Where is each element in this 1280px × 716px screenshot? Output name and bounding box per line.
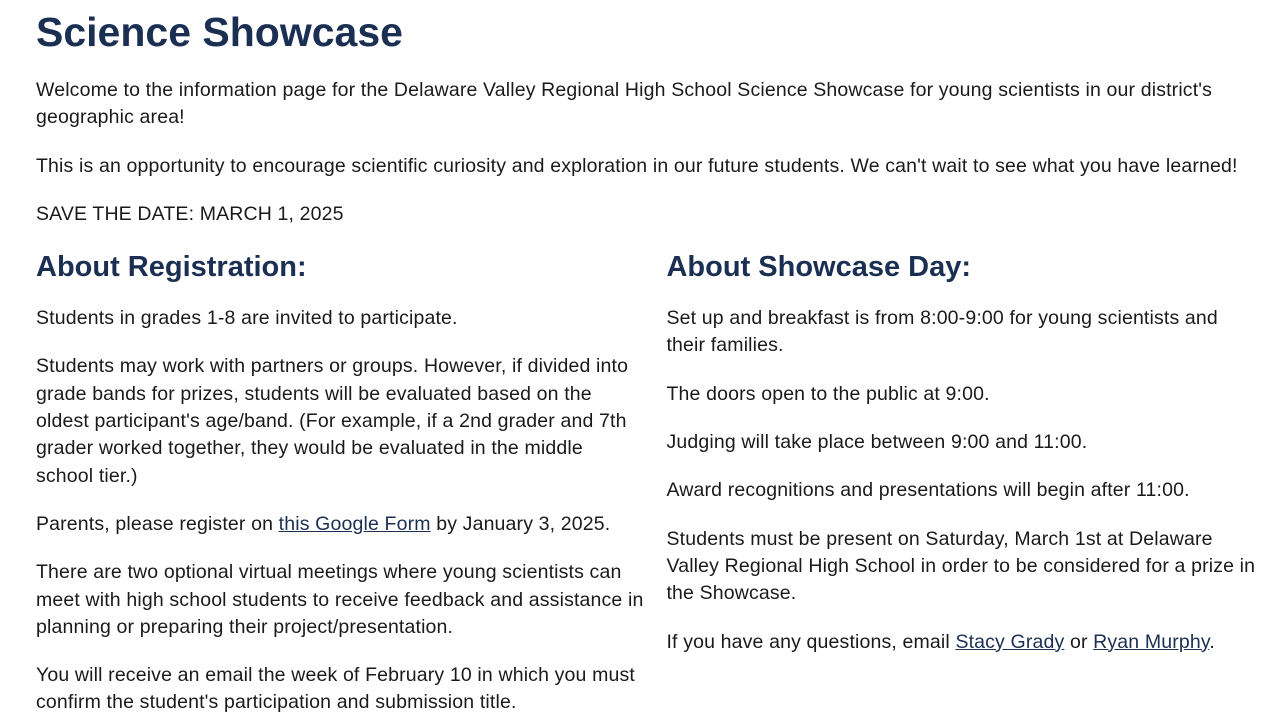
questions-suffix: .: [1209, 630, 1215, 653]
register-prefix: Parents, please register on: [36, 512, 279, 535]
info-columns: [36, 250, 1256, 716]
register-text: [36, 511, 645, 538]
opportunity-text: This is an opportunity to encourage scientific curiosity and exploration in our future students. We can't wait to see what you have learned!: [36, 154, 1238, 177]
registration-column: [36, 250, 645, 716]
confirmation-email-text: You will receive an email the week of February 10 in which you must confirm the student's participation and submission title.: [36, 664, 635, 714]
contact-ryan-murphy-link[interactable]: Ryan Murphy: [1093, 630, 1210, 653]
setup-text: Set up and breakfast is from 8:00-9:00 for young scientists and their families.: [666, 307, 1218, 357]
showcase-column: [666, 250, 1256, 716]
contact-stacy-grady-link[interactable]: Stacy Grady: [955, 630, 1065, 653]
registration-heading: About Registration:: [36, 251, 307, 284]
questions-text: [666, 629, 1256, 656]
questions-prefix: If you have any questions, email: [666, 630, 956, 653]
google-form-link[interactable]: this Google Form: [278, 512, 431, 535]
grades-text: Students in grades 1-8 are invited to participate.: [36, 307, 458, 330]
showcase-heading: About Showcase Day:: [666, 251, 972, 284]
questions-or: or: [1064, 630, 1094, 653]
awards-text: Award recognitions and presentations will begin after 11:00.: [666, 479, 1190, 502]
welcome-text: Welcome to the information page for the Delaware Valley Regional High School Science Showcase for young scientists in our district's geographic area!: [36, 79, 1213, 129]
page-title: Science Showcase: [36, 9, 403, 55]
partners-text: Students may work with partners or groups. However, if divided into grade bands for prizes, students will be evaluated based on the oldest participant's age/band. (For example, if a 2nd grader and 7th grader worked together, they would be evaluated in the middle school tier.): [36, 355, 629, 487]
virtual-meetings-text: There are two optional virtual meetings where young scientists can meet with high school students to receive feedback and assistance in planning or preparing their project/presentation.: [36, 561, 644, 638]
save-the-date-text: SAVE THE DATE: MARCH 1, 2025: [36, 202, 344, 225]
doors-text: The doors open to the public at 9:00.: [666, 382, 990, 405]
attendance-text: Students must be present on Saturday, March 1st at Delaware Valley Regional High School in order to be considered for a prize in the Showcase.: [666, 527, 1256, 605]
intro-section: [36, 77, 1256, 228]
judging-text: Judging will take place between 9:00 and 11:00.: [666, 431, 1088, 454]
register-suffix: by January 3, 2025.: [430, 512, 611, 535]
